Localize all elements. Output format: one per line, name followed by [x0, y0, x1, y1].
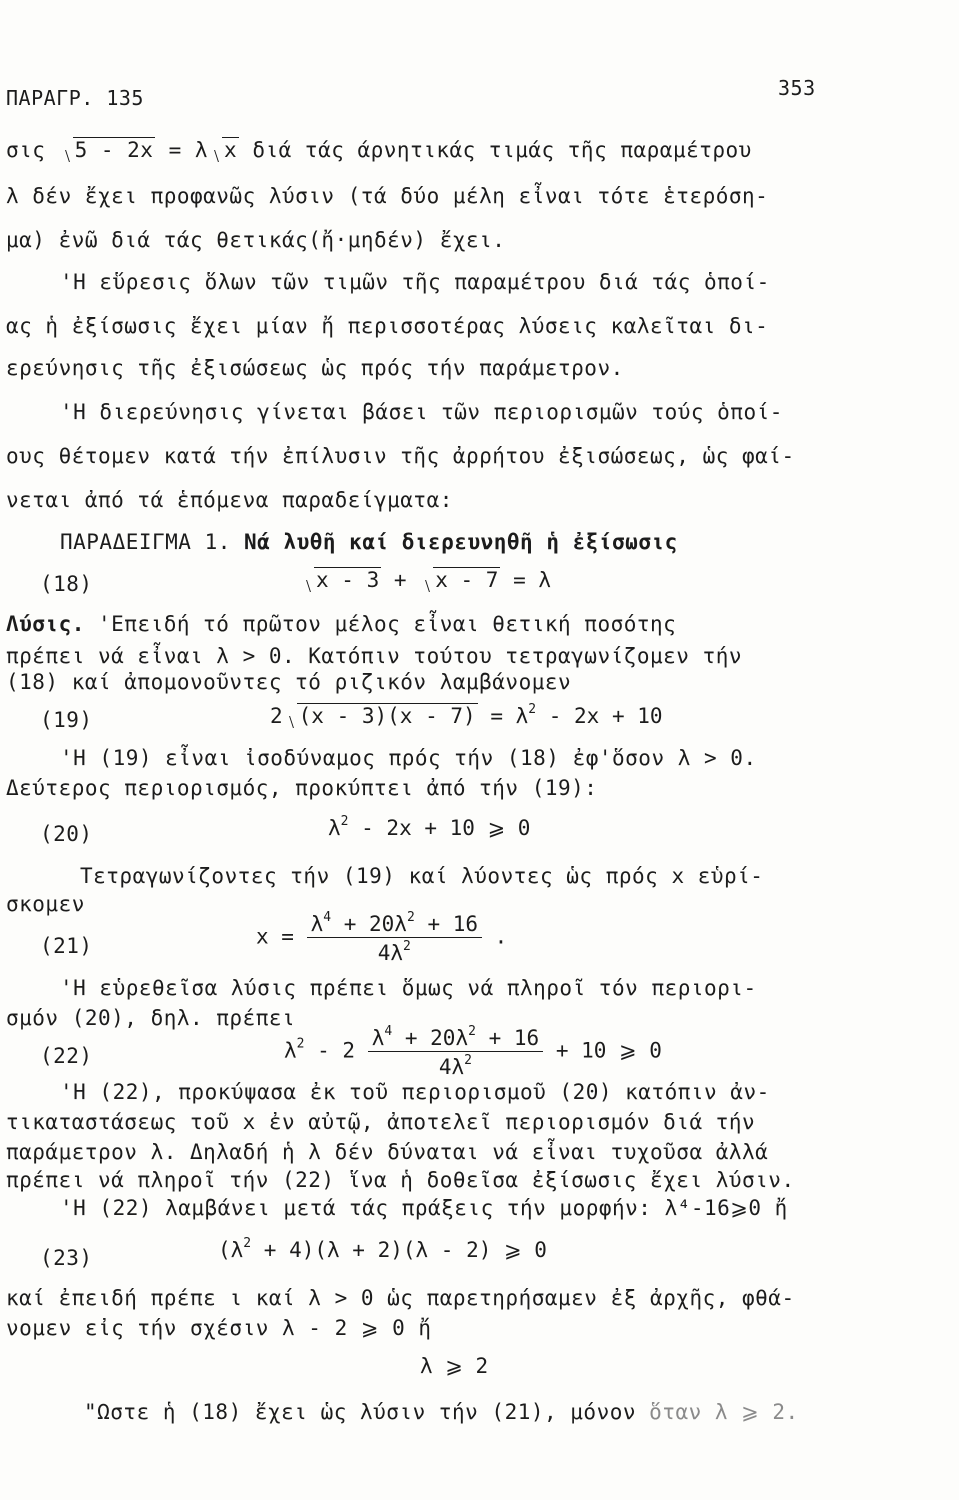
equation-number-19: (19)	[40, 708, 93, 732]
numerator: $\lambda^4 + 20\lambda^2 + 16$	[307, 910, 482, 938]
equation-number-22: (22)	[40, 1044, 93, 1068]
paragraph-2-line-2: ας ἡ ἐξίσωσις ἔχει μίαν ἤ περισσοτέρας λύσεις καλεῖται δι-	[6, 314, 769, 338]
paragraph-1-line-1: σις 5 - 2x = λ x διά τάς άρνητικάς τιμάς τῆς παραμέτρου	[6, 138, 752, 162]
equation-22: $\lambda^2 - 2$ $\frac{\lambda^4 + 20\lambda^2 + 16}{4\lambda^2}$ + 10 ⩾ 0	[284, 1024, 662, 1079]
conclusion-line: "Ωστε ἡ (18) ἔχει ὡς λύσιν τήν (21), μόνον ὅταν λ ⩾ 2.	[84, 1400, 799, 1424]
paragraph-8-line-1: 'Η (22), προκύψασα ἐκ τοῦ περιορισμοῦ (20) κατόπιν ἀν-	[60, 1080, 770, 1104]
equation-21: x = $\frac{\lambda^4 + 20\lambda^2 + 16}{4\lambda^2}$ .	[256, 910, 508, 965]
radical: x - 3	[300, 568, 381, 592]
paragraph-8-line-5: 'Η (22) λαμβάνει μετά τάς πράξεις τήν μορφήν: λ⁴-16⩾0 ἤ	[60, 1196, 788, 1220]
paragraph-3-line-2: ους θέτομεν κατά τήν ἐπίλυσιν τῆς ἀρρήτου ἐξισώσεως, ὡς φαί-	[6, 444, 795, 468]
paragraph-8-line-3: παράμετρον λ. Δηλαδή ἡ λ δέν δύναται νά εἶναι τυχοῦσα ἀλλά	[6, 1140, 769, 1164]
paragraph-6-line-2: σκομεν	[6, 892, 85, 916]
equation-19: 2 $(x - 3)(x - 7) = \lambda^2 - 2x + 10$	[270, 702, 663, 728]
radical: (x - 3)(x - 7)	[283, 704, 478, 728]
paragraph-8-line-2: τικαταστάσεως τοῦ x ἐν αὐτῷ, ἀποτελεῖ περιορισμόν διά τήν	[6, 1110, 756, 1134]
equation-18: x - 3 + x - 7 = λ	[300, 568, 551, 592]
equation-number-21: (21)	[40, 934, 93, 958]
solution-line-2: πρέπει νά εἶναι λ > 0. Κατόπιν τούτου τετραγωνίζομεν τήν	[6, 644, 743, 668]
denominator: $4\lambda^2$	[438, 1053, 472, 1079]
paragraph-7-line-1: 'Η εὑρεθεῖσα λύσις πρέπει ὅμως νά πληροῖ τόν περιορι-	[60, 976, 757, 1000]
example-label: ΠΑΡΑΔΕΙΓΜΑ 1.	[60, 530, 231, 554]
section-header: ΠΑΡΑΓΡ. 135	[6, 86, 144, 110]
example-title: Νά λυθῆ καί διερευνηθῆ ἡ ἐξίσωσις	[244, 530, 678, 554]
numerator: $\lambda^4 + 20\lambda^2 + 16$	[368, 1024, 543, 1052]
paragraph-3-line-1: 'Η διερεύνησις γίνεται βάσει τῶν περιορισμῶν τούς ὁποί-	[60, 400, 783, 424]
paragraph-2-line-3: ερεύνησις τῆς ἐξισώσεως ὡς πρός τήν παράμετρον.	[6, 356, 624, 380]
radical: x - 7	[419, 568, 500, 592]
paragraph-2-line-1: 'Η εὕρεσις ὅλων τῶν τιμῶν τῆς παραμέτρου διά τάς ὁποί-	[60, 270, 770, 294]
denominator: $4\lambda^2$	[377, 939, 411, 965]
paragraph-9-line-1: καί ἐπειδή πρέπε ι καί λ > 0 ὡς παρετηρήσαμεν ἐξ ἀρχῆς, φθά-	[6, 1286, 795, 1310]
equation-24: λ ⩾ 2	[420, 1354, 489, 1378]
solution-line-1: Λύσις. 'Επειδή τό πρῶτον μέλος εἶναι θετική ποσότης	[6, 612, 677, 636]
paragraph-9-line-2: νομεν εἰς τήν σχέσιν λ - 2 ⩾ 0 ἤ	[6, 1316, 432, 1340]
paragraph-1-line-2: λ δέν ἔχει προφανῶς λύσιν (τά δύο μέλη εἶναι τότε ἑτερόση-	[6, 184, 769, 208]
radical: x	[208, 138, 239, 162]
page-number: 353	[778, 76, 816, 100]
fraction	[368, 1024, 543, 1079]
equation-number-20: (20)	[40, 822, 93, 846]
solution-line-3: (18) καί ἀπομονοῦντες τό ριζικόν λαμβάνομεν	[6, 670, 572, 694]
equation-20: $\lambda^2 - 2x + 10$ ⩾ 0	[328, 814, 531, 840]
paragraph-7-line-2: σμόν (20), δηλ. πρέπει	[6, 1006, 296, 1030]
paragraph-5-line-1: 'Η (19) εἶναι ἰσοδύναμος πρός τήν (18) ἐφ'ὅσον λ > 0.	[60, 746, 757, 770]
equation-23: $(\lambda^2 + 4)(\lambda + 2)(\lambda - 2)$ ⩾ 0	[218, 1236, 547, 1262]
paragraph-8-line-4: πρέπει νά πληροῖ τήν (22) ἵνα ἡ δοθεῖσα ἐξίσωσις ἔχει λύσιν.	[6, 1168, 795, 1192]
solution-label: Λύσις.	[6, 612, 85, 636]
paragraph-3-line-3: νεται ἀπό τά ἑπόμενα παραδείγματα:	[6, 488, 453, 512]
paragraph-1-line-3: μα) ἐνῶ διά τάς θετικάς(ἤ·μηδέν) ἔχει.	[6, 228, 506, 252]
example-heading	[60, 530, 678, 554]
radical: 5 - 2x	[59, 138, 156, 162]
paragraph-5-line-2: Δεύτερος περιορισμός, προκύπτει ἀπό τήν (19):	[6, 776, 598, 800]
fraction	[307, 910, 482, 965]
equation-number-18: (18)	[40, 572, 93, 596]
paragraph-6-line-1: Τετραγωνίζοντες τήν (19) καί λύοντες ὡς πρός x εὑρί-	[80, 864, 764, 888]
equation-number-23: (23)	[40, 1246, 93, 1270]
